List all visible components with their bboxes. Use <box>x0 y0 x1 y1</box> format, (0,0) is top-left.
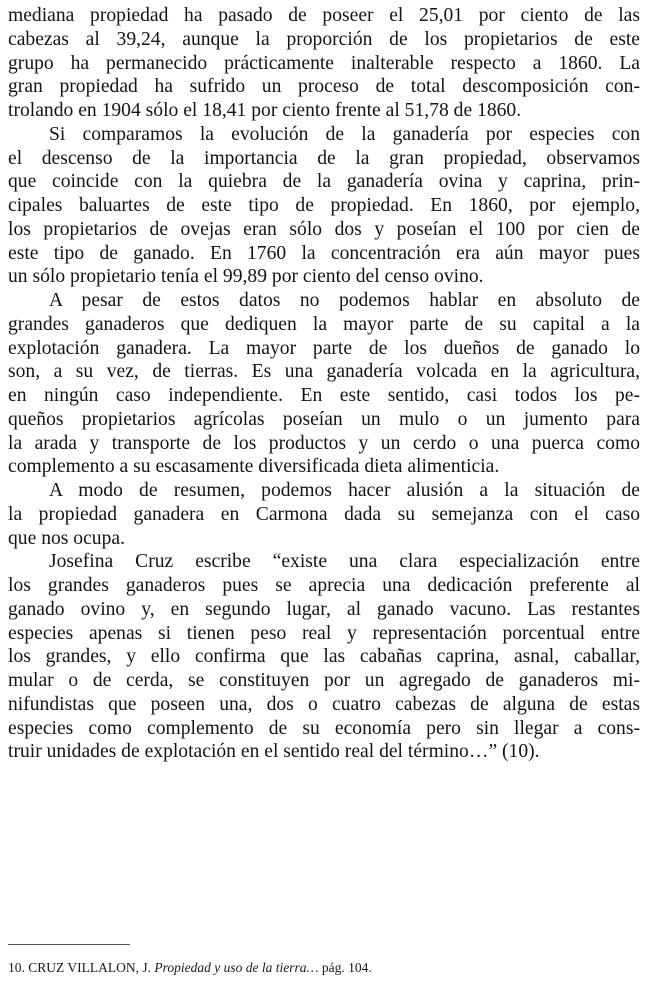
text-line: grandes ganaderos que dediquen la mayor parte de su capital a la <box>8 313 640 335</box>
text-line: explotación ganadera. La mayor parte de los dueños de ganado lo <box>8 337 640 359</box>
paragraph <box>8 4 640 123</box>
text-line: la propiedad ganadera en Carmona dada su semejanza con el caso <box>8 503 640 525</box>
paragraph <box>8 479 640 550</box>
text-line: queños propietarios agrícolas poseían un mulo o un jumento para <box>8 408 640 430</box>
text-line: los grandes, y ello confirma que las cabañas caprina, asnal, caballar, <box>8 646 640 668</box>
text-line: cabezas al 39,24, aunque la proporción de los propietarios de este <box>8 28 640 50</box>
text-line: especies apenas si tienen peso real y representación porcentual entre <box>8 622 640 644</box>
text-line: ganado ovino y, en segundo lugar, al ganado vacuno. Las restantes <box>8 598 640 620</box>
text-line: gran propiedad ha sufrido un proceso de total descomposición con- <box>8 76 640 98</box>
text-line: un sólo propietario tenía el 99,89 por ciento del censo ovino. <box>8 266 484 288</box>
text-line: A modo de resumen, podemos hacer alusión a la situación de <box>49 480 640 501</box>
paragraph <box>8 123 640 289</box>
text-line: este tipo de ganado. En 1760 la concentración era aún mayor pues <box>8 242 640 264</box>
text-line: mular o de cerda, se constituyen por un agregado de ganaderos mi- <box>8 670 640 691</box>
text-line: A pesar de estos datos no podemos hablar en absoluto de <box>49 290 640 311</box>
text-line: en ningún caso independiente. En este sentido, casi todos los pe- <box>8 385 640 406</box>
text-line: especies como complemento de su economía pero sin llegar a cons- <box>8 717 640 739</box>
text-line: que nos ocupa. <box>8 527 125 549</box>
text-line: truir unidades de explotación en el sentido real del término…” (10). <box>8 741 540 763</box>
footnote-page-ref: pág. 104. <box>318 960 372 975</box>
text-line: mediana propiedad ha pasado de poseer el 25,01 por ciento de las <box>8 5 640 26</box>
footnote <box>8 960 372 976</box>
text-line: Si comparamos la evolución de la ganadería por especies con <box>49 123 640 145</box>
footnote-reference: 10. CRUZ VILLALON, J. <box>8 960 155 975</box>
text-line: los propietarios de ovejas eran sólo dos y poseían el 100 por cien de <box>8 218 640 240</box>
text-line: Josefina Cruz escribe “existe una clara especialización entre <box>49 551 640 573</box>
text-line: grupo ha permanecido prácticamente inalterable respecto a 1860. La <box>8 52 640 74</box>
text-line: el descenso de la importancia de la gran propiedad, observamos <box>8 147 640 169</box>
paragraph <box>8 289 640 479</box>
text-line: cipales baluartes de este tipo de propiedad. En 1860, por ejemplo, <box>8 195 640 216</box>
text-line: que coincide con la quiebra de la ganadería ovina y caprina, prin- <box>8 171 640 193</box>
text-line: complemento a su escasamente diversificada dieta alimenticia. <box>8 456 500 478</box>
text-line: trolando en 1904 sólo el 18,41 por ciento frente al 51,78 de 1860. <box>8 100 522 121</box>
text-line: son, a su vez, de tierras. Es una ganadería volcada en la agricultura, <box>8 361 640 383</box>
text-line: los grandes ganaderos pues se aprecia una dedicación preferente al <box>8 575 640 596</box>
footnote-divider <box>8 944 130 945</box>
footnote-book-title: Propiedad y uso de la tierra… <box>154 960 319 975</box>
document-page <box>8 4 640 764</box>
text-line: la arada y transporte de los productos y un cerdo o una puerca como <box>8 432 640 454</box>
text-line: nifundistas que poseen una, dos o cuatro cabezas de alguna de estas <box>8 693 640 715</box>
paragraph <box>8 550 640 764</box>
